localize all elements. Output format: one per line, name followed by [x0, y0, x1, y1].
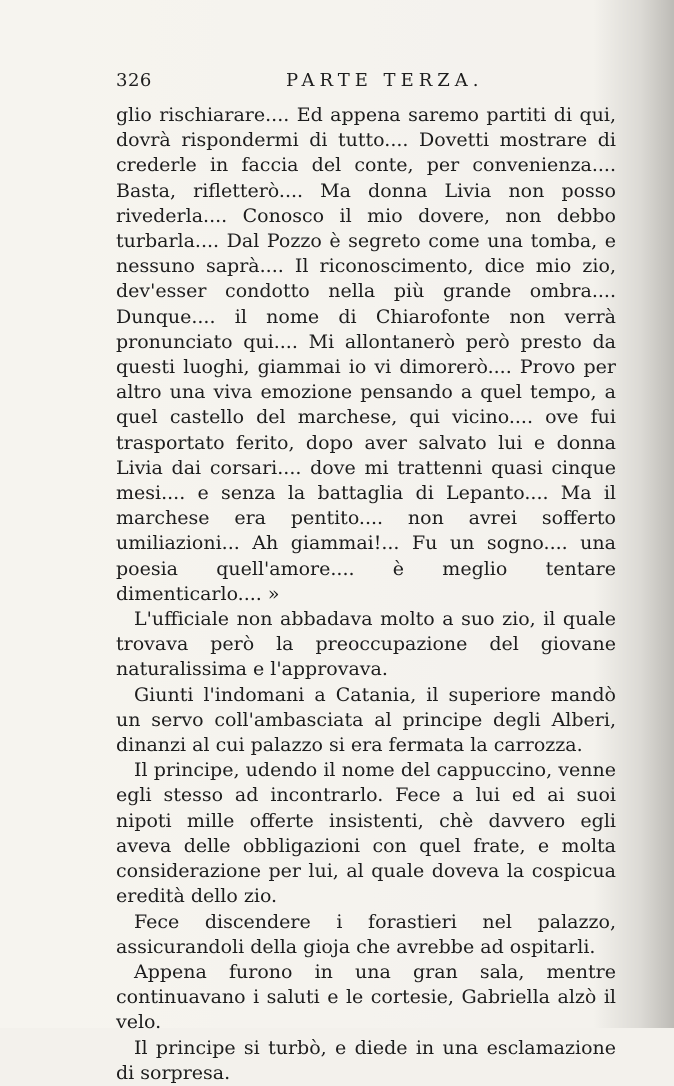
paragraph: glio rischiarare.... Ed appena saremo partiti di qui, dovrà rispondermi di tutto.... Dovetti mostrare di crederle in faccia del conte, per convenienza.... Basta, rifletterò.... Ma donna Livia non posso rivederla.... Conosco il mio dovere, non debbo turbarla.... Dal Pozzo è segreto come una tomba, e nessuno saprà.... Il riconoscimento, dice mio zio, dev'esser condotto nella più grande ombra.... Dunque.... il nome di Chiarofonte non verrà pronunciato qui.... Mi allontanerò però presto da questi luoghi, giammai io vi dimorerò.... Provo per altro una viva emozione pensando a quel tempo, a quel castello del marchese, qui vicino.... ove fui trasportato ferito, dopo aver salvato lui e donna Livia dai corsari.... dove mi trattenni quasi cinque mesi.... e senza la battaglia di Lepanto.... Ma il marchese era pentito.... non avrei sofferto umiliazioni... Ah giammai!... Fu un sogno.... una poesia quell'amore.... è meglio tentare dimenticarlo.... » — [116, 104, 616, 605]
page-number: 326 — [116, 70, 152, 91]
paragraph: Fece discendere i forastieri nel palazzo, assicurandoli della gioja che avrebbe ad ospitarli. — [116, 910, 616, 958]
page-header — [116, 70, 616, 94]
paragraph: Il principe, udendo il nome del cappuccino, venne egli stesso ad incontrarlo. Fece a lui ed ai suoi nipoti mille offerte insistenti, chè davvero egli aveva delle obbligazioni con quel frate, e molta considerazione per lui, al quale doveva la cospicua eredità dello zio. — [116, 759, 616, 908]
paragraph: Il principe si turbò, e diede in una esclamazione di sorpresa. — [116, 1036, 616, 1084]
body-text — [116, 103, 616, 1086]
running-head: PARTE TERZA. — [286, 70, 484, 91]
paragraph: Appena furono in una gran sala, mentre continuavano i saluti e le cortesie, Gabriella alzò il velo. — [116, 960, 616, 1034]
paragraph: Giunti l'indomani a Catania, il superiore mandò un servo coll'ambasciata al principe degli Alberi, dinanzi al cui palazzo si era fermata la carrozza. — [116, 683, 616, 757]
paragraph: L'ufficiale non abbadava molto a suo zio, il quale trovava però la preoccupazione del giovane naturalissima e l'approvava. — [116, 608, 616, 681]
